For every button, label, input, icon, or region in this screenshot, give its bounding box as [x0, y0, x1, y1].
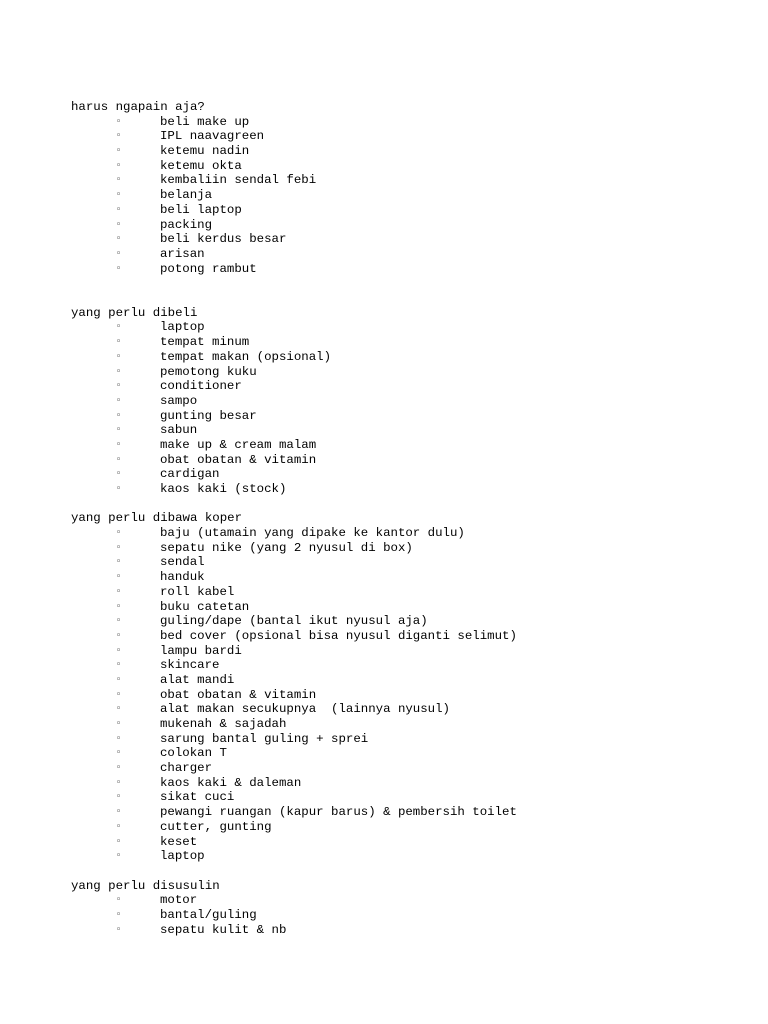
list-item-text: beli laptop	[160, 202, 242, 217]
section-title: yang perlu dibeli	[71, 305, 198, 320]
document-page	[71, 100, 751, 937]
list-item	[71, 453, 751, 468]
bullet-icon: ◦	[116, 895, 122, 906]
bullet-icon: ◦	[116, 630, 122, 641]
list-item-text: arisan	[160, 246, 205, 261]
list-item	[71, 570, 751, 585]
section-to-buy	[71, 306, 751, 497]
bullet-icon: ◦	[116, 484, 122, 494]
list-item	[71, 379, 751, 394]
list-item	[71, 365, 751, 380]
list-item-text: pewangi ruangan (kapur barus) & pembersih toilet	[160, 805, 517, 820]
list-item-text: tempat makan (opsional)	[160, 349, 332, 364]
bullet-icon: ◦	[116, 689, 122, 700]
list-item	[71, 614, 751, 629]
bullet-icon: ◦	[116, 616, 122, 627]
list-item	[71, 320, 751, 335]
list-item	[71, 908, 751, 923]
list-item-text: conditioner	[160, 379, 242, 394]
list-item-text: lampu bardi	[160, 643, 242, 658]
bullet-icon: ◦	[116, 909, 122, 920]
list-item	[71, 541, 751, 556]
list-item	[71, 732, 751, 747]
list-item-text: gunting besar	[160, 408, 257, 423]
list-item-text: laptop	[160, 320, 205, 335]
list-item-text: alat makan secukupnya (lainnya nyusul)	[160, 702, 450, 717]
spacer	[71, 864, 751, 879]
list-item	[71, 423, 751, 438]
list-item	[71, 467, 751, 482]
ship-later-list	[71, 893, 751, 937]
list-item	[71, 203, 751, 218]
list-item	[71, 923, 751, 938]
list-item	[71, 335, 751, 350]
list-item-text: sampo	[160, 393, 198, 408]
list-item-text: make up & cream malam	[160, 437, 317, 452]
bullet-icon: ◦	[116, 381, 122, 392]
bullet-icon: ◦	[116, 674, 122, 685]
bullet-icon: ◦	[116, 601, 122, 612]
list-item	[71, 188, 751, 203]
bullet-icon: ◦	[116, 748, 122, 759]
bullet-icon: ◦	[116, 528, 122, 539]
list-item	[71, 629, 751, 644]
bullet-icon: ◦	[116, 704, 122, 715]
list-item-text: charger	[160, 761, 213, 776]
list-item	[71, 409, 751, 424]
list-item-text: keset	[160, 834, 198, 849]
list-item-text: cutter, gunting	[160, 819, 272, 834]
bullet-icon: ◦	[116, 763, 122, 774]
bullet-icon: ◦	[116, 851, 122, 862]
list-item-text: cardigan	[160, 467, 220, 482]
bullet-icon: ◦	[116, 248, 122, 259]
section-title: yang perlu disusulin	[71, 878, 220, 893]
bullet-icon: ◦	[116, 146, 122, 157]
bullet-icon: ◦	[116, 190, 122, 201]
bullet-icon: ◦	[116, 586, 122, 597]
list-item-text: packing	[160, 217, 213, 232]
suitcase-list	[71, 526, 751, 864]
list-item	[71, 247, 751, 262]
bullet-icon: ◦	[116, 777, 122, 788]
bullet-icon: ◦	[116, 836, 122, 847]
list-item-text: ketemu nadin	[160, 144, 250, 159]
section-ship-later	[71, 879, 751, 938]
list-item	[71, 688, 751, 703]
list-item	[71, 805, 751, 820]
bullet-icon: ◦	[116, 366, 122, 377]
bullet-icon: ◦	[116, 719, 122, 729]
list-item	[71, 159, 751, 174]
list-item-text: kembaliin sendal febi	[160, 173, 317, 188]
list-item-text: sabun	[160, 423, 198, 438]
list-item-text: guling/dape (bantal ikut nyusul aja)	[160, 614, 428, 629]
list-item-text: sikat cuci	[160, 790, 235, 805]
bullet-icon: ◦	[116, 263, 122, 274]
list-item-text: handuk	[160, 570, 205, 585]
list-item-text: kaos kaki & daleman	[160, 775, 302, 790]
bullet-icon: ◦	[116, 116, 122, 127]
list-item-text: baju (utamain yang dipake ke kantor dulu)	[160, 526, 465, 541]
list-item-text: skincare	[160, 658, 220, 673]
bullet-icon: ◦	[116, 410, 122, 421]
list-item	[71, 644, 751, 659]
bullet-icon: ◦	[116, 204, 122, 215]
list-item-text: bantal/guling	[160, 907, 257, 922]
list-item-text: sepatu kulit & nb	[160, 922, 287, 937]
list-item-text: colokan T	[160, 746, 227, 761]
list-item	[71, 702, 751, 717]
list-item	[71, 173, 751, 188]
bullet-icon: ◦	[116, 395, 122, 406]
spacer	[71, 497, 751, 512]
bullet-icon: ◦	[116, 454, 122, 465]
list-item	[71, 438, 751, 453]
list-item	[71, 526, 751, 541]
list-item-text: belanja	[160, 188, 213, 203]
list-item	[71, 893, 751, 908]
list-item	[71, 835, 751, 850]
list-item	[71, 555, 751, 570]
list-item-text: beli make up	[160, 114, 250, 129]
list-item	[71, 129, 751, 144]
bullet-icon: ◦	[116, 733, 122, 744]
list-item	[71, 262, 751, 277]
bullet-icon: ◦	[116, 160, 122, 171]
list-item-text: buku catetan	[160, 599, 250, 614]
section-todo	[71, 100, 751, 276]
list-item	[71, 232, 751, 247]
list-item-text: IPL naavagreen	[160, 129, 265, 144]
list-item	[71, 746, 751, 761]
list-item-text: mukenah & sajadah	[160, 717, 287, 731]
list-item	[71, 658, 751, 673]
list-item-text: laptop	[160, 849, 205, 864]
bullet-icon: ◦	[116, 572, 122, 583]
list-item	[71, 350, 751, 365]
bullet-icon: ◦	[116, 645, 122, 656]
list-item-text: beli kerdus besar	[160, 232, 287, 247]
bullet-icon: ◦	[116, 131, 122, 142]
list-item-text: sepatu nike (yang 2 nyusul di box)	[160, 540, 413, 555]
list-item	[71, 717, 751, 732]
section-suitcase	[71, 511, 751, 864]
list-item	[71, 115, 751, 130]
todo-list	[71, 115, 751, 277]
bullet-icon: ◦	[116, 219, 122, 230]
bullet-icon: ◦	[116, 660, 122, 671]
bullet-icon: ◦	[116, 351, 122, 362]
bullet-icon: ◦	[116, 821, 122, 832]
bullet-icon: ◦	[116, 322, 122, 333]
list-item	[71, 144, 751, 159]
list-item-text: bed cover (opsional bisa nyusul diganti selimut)	[160, 628, 517, 643]
bullet-icon: ◦	[116, 439, 122, 450]
bullet-icon: ◦	[116, 807, 122, 818]
bullet-icon: ◦	[116, 469, 122, 480]
list-item-text: obat obatan & vitamin	[160, 452, 317, 467]
list-item-text: ketemu okta	[160, 158, 242, 173]
list-item	[71, 849, 751, 864]
bullet-icon: ◦	[116, 542, 122, 553]
list-item	[71, 820, 751, 835]
bullet-icon: ◦	[116, 337, 122, 348]
list-item-text: motor	[160, 893, 198, 908]
list-item	[71, 482, 751, 497]
list-item	[71, 585, 751, 600]
to-buy-list	[71, 320, 751, 496]
bullet-icon: ◦	[116, 924, 122, 935]
list-item	[71, 673, 751, 688]
list-item-text: pemotong kuku	[160, 364, 257, 379]
list-item-text: obat obatan & vitamin	[160, 687, 317, 702]
list-item-text: tempat minum	[160, 335, 250, 350]
list-item-text: sarung bantal guling + sprei	[160, 731, 369, 746]
section-title: yang perlu dibawa koper	[71, 511, 243, 526]
list-item	[71, 600, 751, 615]
bullet-icon: ◦	[116, 234, 122, 245]
list-item	[71, 218, 751, 233]
list-item	[71, 394, 751, 409]
list-item	[71, 776, 751, 791]
list-item-text: potong rambut	[160, 261, 257, 276]
bullet-icon: ◦	[116, 175, 122, 186]
list-item-text: alat mandi	[160, 672, 235, 687]
list-item-text: sendal	[160, 555, 205, 570]
section-title: harus ngapain aja?	[71, 100, 205, 114]
list-item-text: roll kabel	[160, 584, 235, 599]
bullet-icon: ◦	[116, 557, 122, 568]
bullet-icon: ◦	[116, 425, 122, 436]
list-item-text: kaos kaki (stock)	[160, 482, 287, 496]
list-item	[71, 790, 751, 805]
spacer	[71, 276, 751, 306]
bullet-icon: ◦	[116, 792, 122, 803]
list-item	[71, 761, 751, 776]
